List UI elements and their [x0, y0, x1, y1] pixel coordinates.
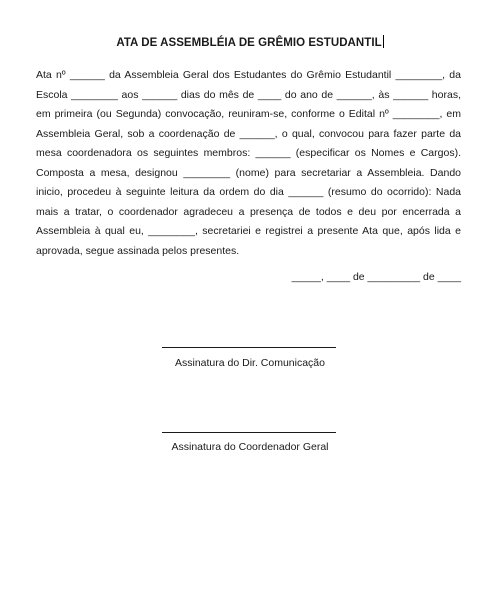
signature-line-coordenador	[162, 432, 336, 433]
document-title: ATA DE ASSEMBLÉIA DE GRÊMIO ESTUDANTIL	[116, 37, 382, 49]
ata-body-paragraph: Ata nº ______ da Assembleia Geral dos Estudantes do Grêmio Estudantil ________, da Escola ________ aos ______ dias do mês de ____ do ano de ______, às ______ horas, em primeira (ou Segunda) convocação, reuniram-se, conforme o Edital nº ________, em Assembleia Geral, sob a coordenação de ______, o qual, convocou para fazer parte da mesa coordenadora os seguintes membros: ______ (especificar os Nomes e Cargos). Composta a mesa, designou ________ (nome) para secretariar a Assembleia. Dando inicio, procedeu à seguinte leitura da ordem do dia ______ (resumo do ocorrido): Nada mais a tratar, o coordenador agradeceu a presença de todos e deu por encerrada a Assembleia à qual eu, ________, secretariei e registrei a presente Ata que, após lida e aprovada, segue assinada pelos presentes.	[36, 69, 461, 257]
text-cursor	[383, 35, 384, 48]
title-container	[0, 33, 500, 51]
signature-line-comunicacao	[162, 347, 336, 348]
signature-label-comunicacao: Assinatura do Dir. Comunicação	[175, 357, 325, 369]
signature-label-coordenador: Assinatura do Coordenador Geral	[171, 441, 329, 453]
date-line: _____, ____ de _________ de ____	[291, 271, 461, 283]
